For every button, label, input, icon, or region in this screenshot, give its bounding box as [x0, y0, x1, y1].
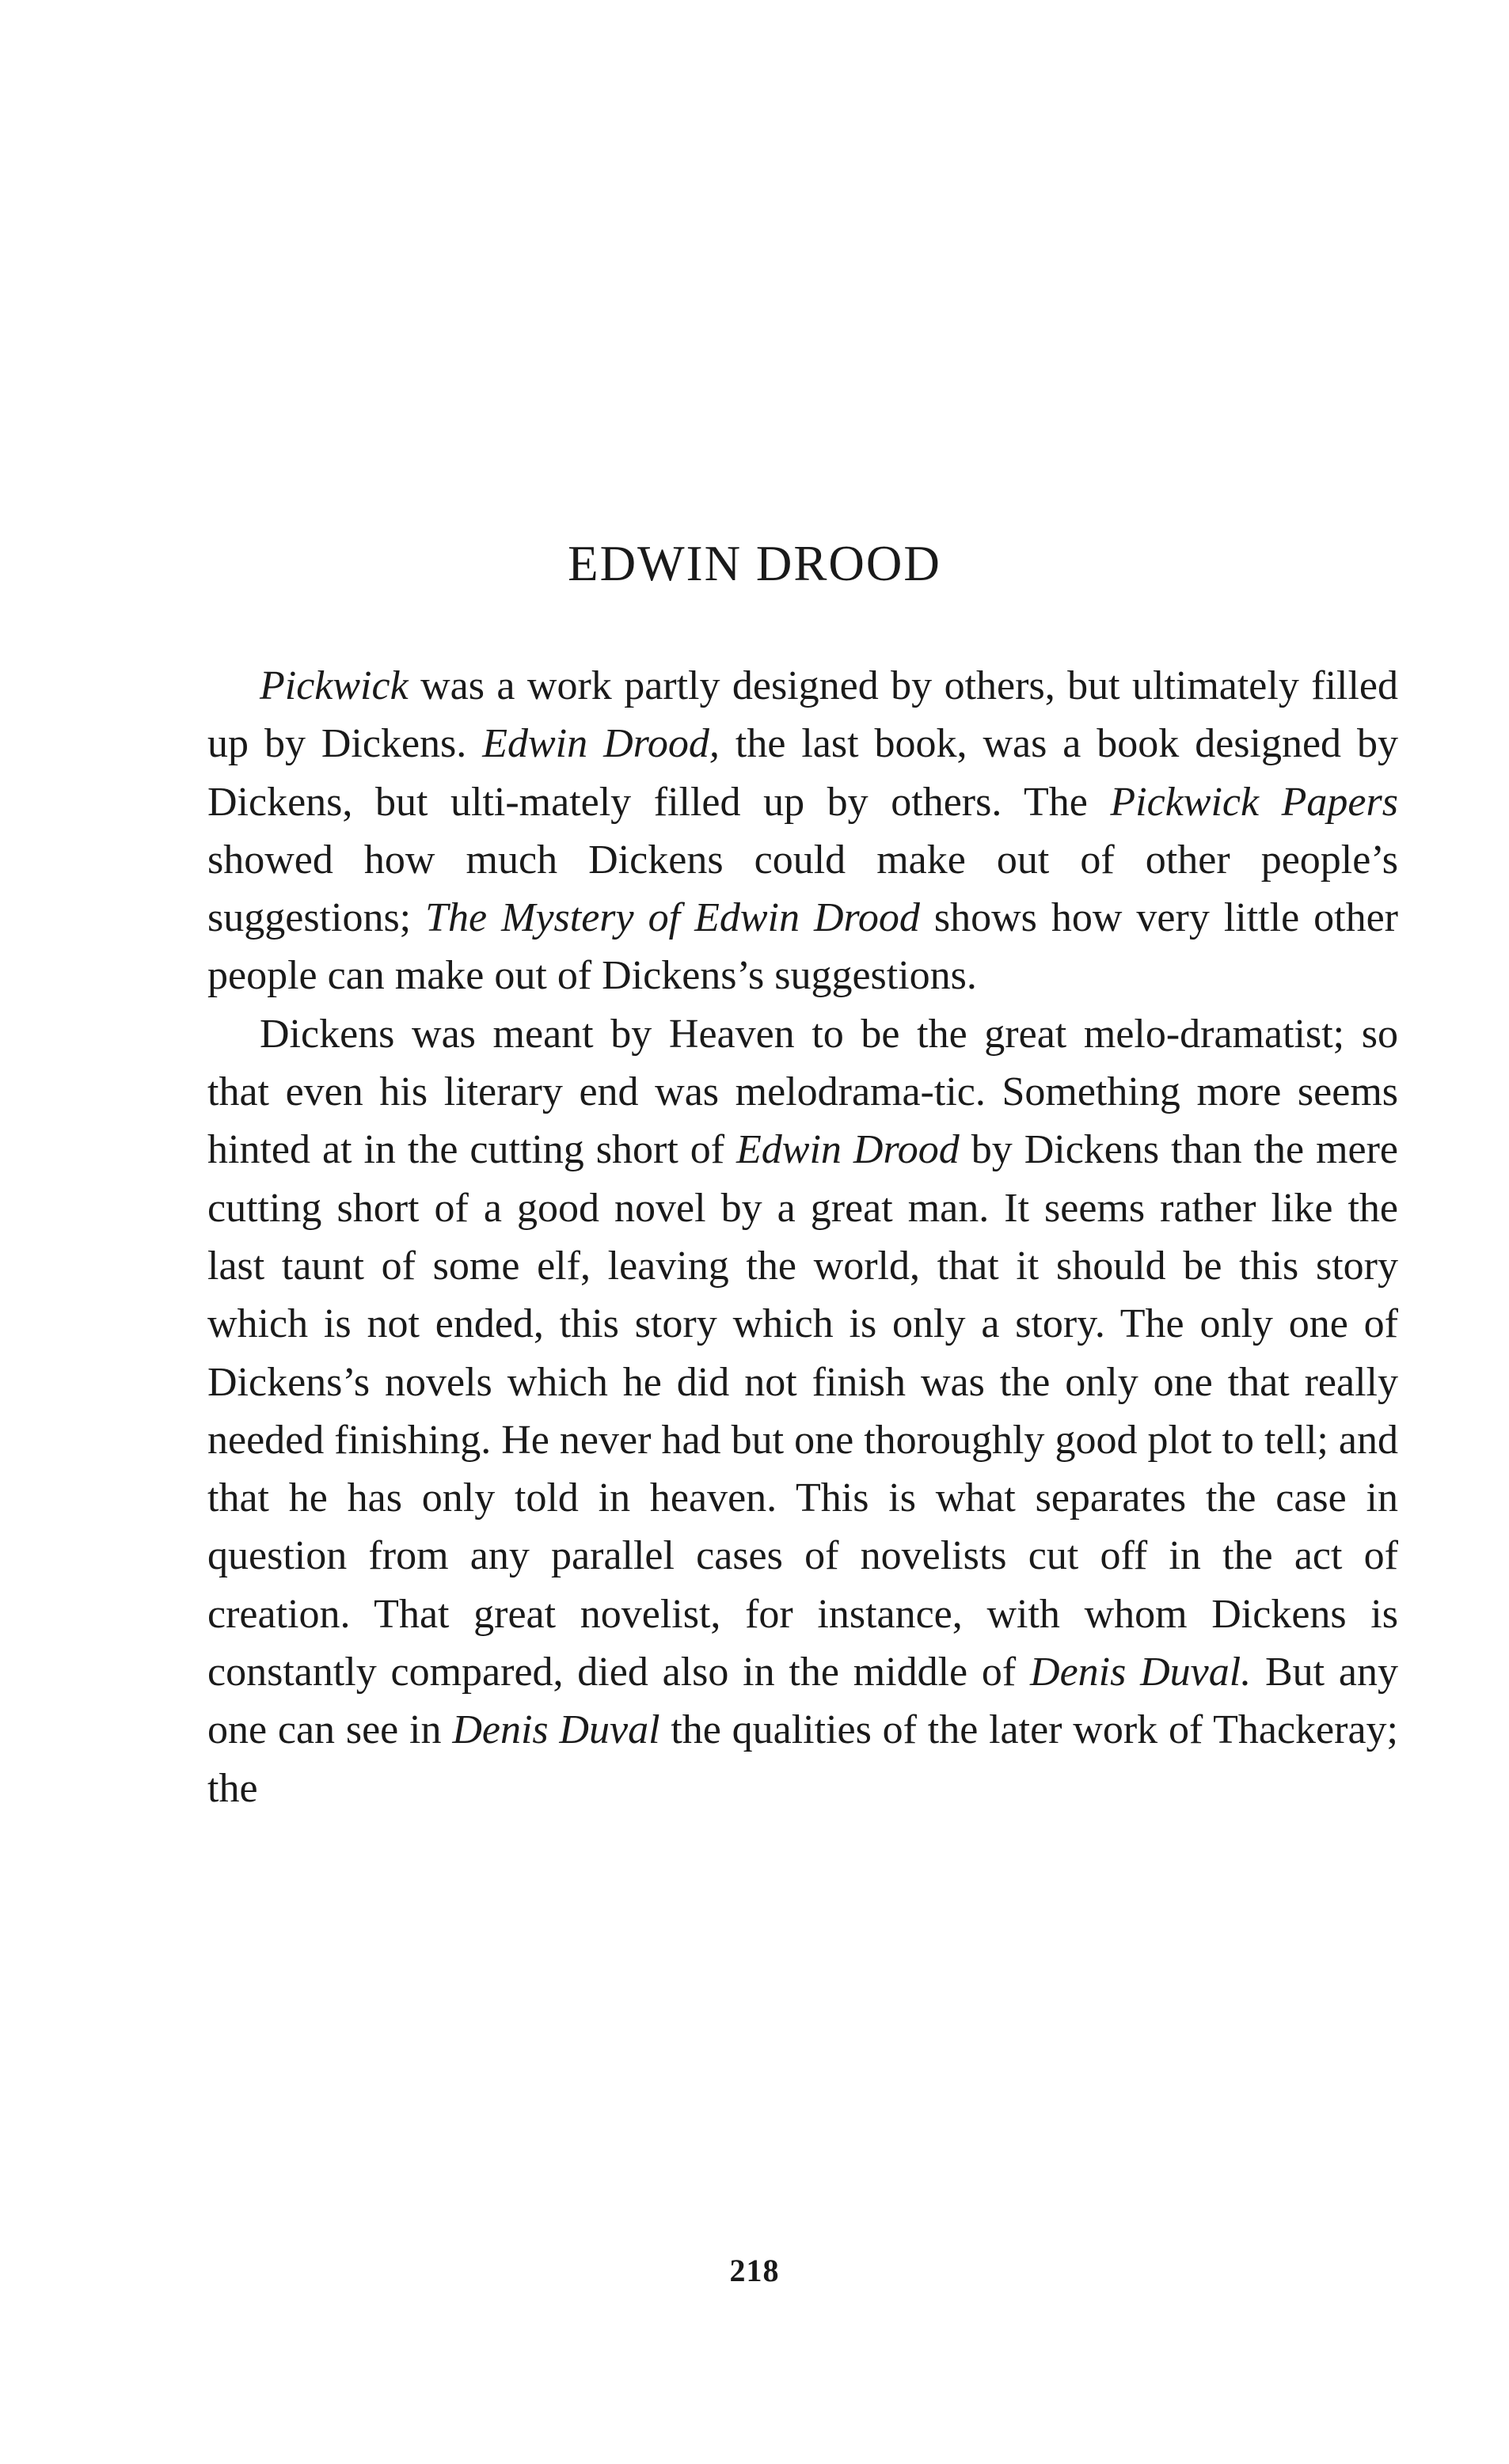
paragraph-1 — [207, 657, 1398, 1005]
body-text — [207, 657, 1398, 1817]
text-run: Denis Duval — [452, 1707, 660, 1753]
text-run: by Dickens than the mere cutting short of a good novel by a great man. It seems rather like the last taunt of some elf, leaving the world, that it should be this story which is not ended, this story which is only a story. The only one of Dickens’s novels which he did not finish was the only one that really needed finishing. He never had but one thoroughly good plot to tell; and that he has only told in heaven. This is what separates the case in question from any parallel cases of novelists cut off in the act of creation. That great novelist, for instance, with whom Dickens is constantly compared, died also in the middle of — [207, 1127, 1399, 1695]
text-run: But any one can see in — [207, 1650, 1398, 1753]
text-run: was a work partly designed by others, but ultimately filled up by Dickens. — [207, 663, 1398, 767]
text-run: shows how very little other people can make out of Dickens’s suggestions. — [207, 895, 1398, 999]
text-run: the qualities of the later work of Thackeray; the — [207, 1707, 1398, 1811]
text-run: Edwin Drood, — [482, 721, 720, 767]
text-run: The Mystery of Edwin Drood — [425, 895, 920, 941]
text-run: Edwin Drood — [736, 1127, 960, 1173]
text-run: showed how much Dickens could make out of other people’s suggestions; — [207, 837, 1398, 941]
text-run: Pickwick Papers — [1110, 779, 1398, 825]
paragraph-2 — [207, 1005, 1398, 1817]
page-number: 218 — [729, 2253, 780, 2288]
text-run: Denis Duval. — [1030, 1650, 1252, 1695]
chapter-heading: EDWIN DROOD — [568, 536, 941, 591]
text-run: Dickens was meant by Heaven to be the great melo-dramatist; so that even his literary end was melodrama-tic. Something more seems hinted at in the cutting short of — [207, 1011, 1398, 1173]
text-run: the last book, was a book designed by Dickens, but ulti-mately filled up by others. The — [207, 721, 1398, 825]
text-run: Pickwick — [260, 663, 409, 708]
